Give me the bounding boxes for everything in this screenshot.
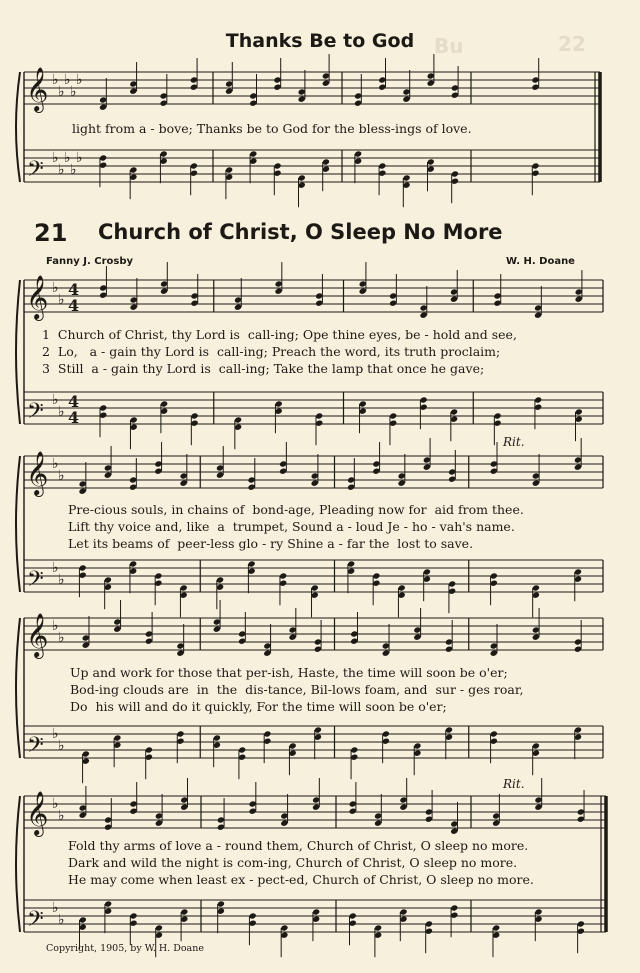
bleed-through-text: Bu: [434, 34, 464, 58]
verse-line: Let its beams of peer-less glo - ry Shine a - far the lost to save.: [68, 536, 474, 551]
flat-icon: ♭: [52, 618, 59, 634]
bass-clef-icon: 𝄢: [27, 733, 44, 763]
flat-icon: ♭: [58, 404, 65, 420]
flat-icon: ♭: [58, 572, 65, 588]
composer-credit: W. H. Doane: [506, 256, 575, 267]
flat-icon: ♭: [52, 280, 59, 296]
bass-clef-icon: 𝄢: [27, 567, 44, 597]
treble-clef-icon: 𝄞: [26, 451, 49, 495]
flat-icon: ♭: [58, 292, 65, 308]
flat-icon: ♭: [58, 738, 65, 754]
ritardando-marking: Rit.: [503, 777, 525, 791]
time-signature: 4: [68, 408, 80, 427]
flat-icon: ♭: [76, 150, 83, 166]
verse-line: 2 Lo, a - gain thy Lord is call-ing; Preach the word, its truth proclaim;: [42, 344, 501, 359]
hymn-number: 21: [34, 219, 68, 247]
flat-icon: ♭: [52, 560, 59, 576]
verse-line: Dark and wild the night is com-ing, Church of Christ, O sleep no more.: [68, 855, 518, 870]
flat-icon: ♭: [58, 162, 65, 178]
previous-hymn-lyric: light from a - bove; Thanks be to God for the bless-ings of love.: [72, 121, 472, 136]
flat-icon: ♭: [64, 150, 71, 166]
flat-icon: ♭: [58, 912, 65, 928]
copyright-notice: Copyright, 1905, by W. H. Doane: [46, 943, 204, 954]
flat-icon: ♭: [76, 72, 83, 88]
flat-icon: ♭: [64, 72, 71, 88]
flat-icon: ♭: [52, 726, 59, 742]
time-signature: 4: [68, 392, 80, 411]
verse-line: Up and work for those that per-ish, Haste, the time will soon be o'er;: [70, 665, 508, 680]
previous-hymn-title: Thanks Be to God: [225, 30, 415, 52]
verse-line: 1 Church of Christ, thy Lord is call-ing; Ope thine eyes, be - hold and see,: [42, 327, 517, 342]
flat-icon: ♭: [52, 456, 59, 472]
treble-clef-icon: 𝄞: [26, 275, 49, 319]
time-signature: 4: [68, 296, 80, 315]
verse-line: Lift thy voice and, like a trumpet, Sound a - loud Je - ho - vah's name.: [68, 519, 515, 534]
verse-line: 3 Still a - gain thy Lord is call-ing; Take the lamp that once he gave;: [42, 361, 485, 376]
flat-icon: ♭: [52, 150, 59, 166]
time-signature: 4: [68, 280, 80, 299]
verse-line: Fold thy arms of love a - round them, Church of Christ, O sleep no more.: [68, 838, 529, 853]
lyricist-credit: Fanny J. Crosby: [46, 256, 134, 267]
flat-icon: ♭: [70, 162, 77, 178]
treble-clef-icon: 𝄞: [26, 791, 49, 835]
verse-line: Pre-cious souls, in chains of bond-age, Pleading now for aid from thee.: [68, 502, 524, 517]
flat-icon: ♭: [58, 468, 65, 484]
flat-icon: ♭: [52, 796, 59, 812]
flat-icon: ♭: [58, 808, 65, 824]
verse-line: Do his will and do it quickly, For the time will soon be o'er;: [70, 699, 447, 714]
verse-line: Bod-ing clouds are in the dis-tance, Bil-lows foam, and sur - ges roar,: [70, 682, 524, 697]
flat-icon: ♭: [70, 84, 77, 100]
flat-icon: ♭: [58, 630, 65, 646]
bass-clef-icon: 𝄢: [27, 907, 44, 937]
flat-icon: ♭: [52, 392, 59, 408]
flat-icon: ♭: [52, 900, 59, 916]
bass-clef-icon: 𝄢: [27, 157, 44, 187]
verse-line: He may come when least ex - pect-ed, Church of Christ, O sleep no more.: [68, 872, 534, 887]
bleed-through-number: 22: [558, 32, 586, 56]
bass-clef-icon: 𝄢: [27, 399, 44, 429]
flat-icon: ♭: [58, 84, 65, 100]
flat-icon: ♭: [52, 72, 59, 88]
hymn-title: Church of Christ, O Sleep No More: [98, 220, 503, 244]
ritardando-marking: Rit.: [503, 435, 525, 449]
treble-clef-icon: 𝄞: [26, 67, 49, 111]
treble-clef-icon: 𝄞: [26, 613, 49, 657]
